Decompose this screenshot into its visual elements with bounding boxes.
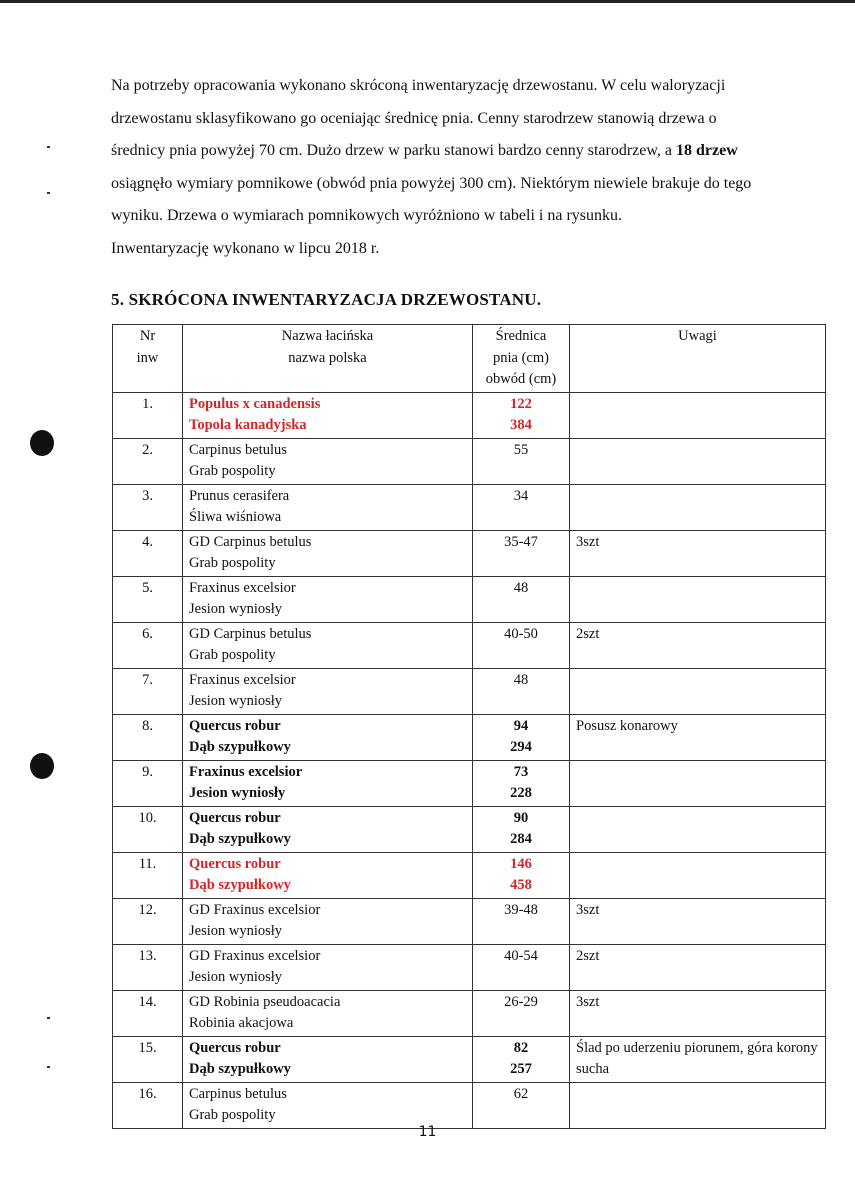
tree-inventory-table	[112, 324, 826, 1129]
latin-name: Quercus robur	[189, 1039, 281, 1056]
punch-hole	[30, 430, 54, 456]
cell-name	[183, 714, 473, 760]
top-rule	[0, 0, 855, 3]
intro-line: drzewostanu sklasyfikowano go oceniając średnicę pnia. Cenny starodrzew stanowią drzewa o	[111, 109, 717, 127]
cell-notes	[570, 392, 826, 438]
latin-name: GD Robinia pseudoacacia	[189, 993, 341, 1010]
polish-name: Grab pospolity	[189, 1107, 276, 1123]
latin-name: Prunus cerasifera	[189, 487, 290, 504]
header-notes: Uwagi	[570, 325, 826, 393]
cell-nr: 11.	[113, 852, 183, 898]
diameter: 35-47	[504, 533, 538, 550]
polish-name: Dąb szypułkowy	[189, 739, 291, 755]
polish-name: Śliwa wiśniowa	[189, 509, 282, 525]
polish-name: Robinia akacjowa	[189, 1015, 294, 1031]
polish-name: Jesion wyniosły	[189, 693, 283, 709]
diameter: 90	[513, 809, 529, 826]
cell-name	[183, 576, 473, 622]
latin-name: Fraxinus excelsior	[189, 579, 296, 596]
cell-nr: 12.	[113, 898, 183, 944]
circumference: 294	[510, 739, 532, 755]
cell-dimensions	[473, 622, 570, 668]
latin-name: Populus x canadensis	[189, 395, 321, 412]
header-nr: Nr inw	[113, 325, 183, 393]
cell-nr: 6.	[113, 622, 183, 668]
cell-notes	[570, 576, 826, 622]
latin-name: Carpinus betulus	[189, 441, 287, 458]
cell-dimensions	[473, 852, 570, 898]
table-row	[113, 944, 826, 990]
polish-name: Jesion wyniosły	[189, 969, 283, 985]
intro-bold-count: 18 drzew	[675, 142, 738, 159]
cell-name	[183, 944, 473, 990]
cell-nr: 8.	[113, 714, 183, 760]
cell-notes	[570, 760, 826, 806]
cell-name	[183, 668, 473, 714]
table-row	[113, 484, 826, 530]
cell-notes: 3szt	[570, 530, 826, 576]
cell-dimensions	[473, 1082, 570, 1128]
intro-line	[111, 135, 811, 168]
cell-nr: 16.	[113, 1082, 183, 1128]
cell-notes	[570, 668, 826, 714]
scan-mark	[47, 146, 50, 148]
table-row	[113, 760, 826, 806]
diameter: 122	[510, 395, 532, 412]
cell-name	[183, 806, 473, 852]
diameter: 94	[513, 717, 529, 734]
cell-notes: Posusz konarowy	[570, 714, 826, 760]
cell-name	[183, 1036, 473, 1082]
cell-name	[183, 622, 473, 668]
cell-notes	[570, 484, 826, 530]
intro-line: osiągnęło wymiary pomnikowe (obwód pnia powyżej 300 cm). Niektórym niewiele brakuje do tego	[111, 174, 752, 192]
polish-name: Grab pospolity	[189, 555, 276, 571]
scan-mark	[47, 1017, 50, 1019]
circumference: 228	[510, 785, 532, 801]
table-row	[113, 622, 826, 668]
latin-name: Quercus robur	[189, 809, 281, 826]
diameter: 40-54	[504, 947, 538, 964]
cell-name	[183, 484, 473, 530]
table-row	[113, 898, 826, 944]
table-row	[113, 530, 826, 576]
table-row	[113, 714, 826, 760]
polish-name: Grab pospolity	[189, 647, 276, 663]
cell-nr: 7.	[113, 668, 183, 714]
cell-name	[183, 392, 473, 438]
table-row	[113, 392, 826, 438]
scan-mark	[47, 192, 50, 194]
diameter: 48	[513, 579, 529, 596]
intro-line: Na potrzeby opracowania wykonano skróconą inwentaryzację drzewostanu. W celu waloryzacji	[111, 77, 726, 94]
table-header-row	[113, 325, 826, 393]
cell-dimensions	[473, 668, 570, 714]
cell-notes	[570, 806, 826, 852]
cell-name	[183, 530, 473, 576]
header-dimensions: Średnica pnia (cm) obwód (cm)	[473, 325, 570, 393]
cell-name	[183, 852, 473, 898]
cell-notes: 3szt	[570, 898, 826, 944]
diameter: 48	[513, 671, 529, 688]
diameter: 39-48	[504, 901, 538, 918]
latin-name: GD Fraxinus excelsior	[189, 947, 321, 964]
cell-notes	[570, 852, 826, 898]
table-row	[113, 668, 826, 714]
polish-name: Dąb szypułkowy	[189, 831, 291, 847]
table-row	[113, 438, 826, 484]
diameter: 40-50	[504, 625, 538, 642]
circumference: 257	[510, 1061, 532, 1077]
cell-dimensions	[473, 760, 570, 806]
diameter: 26-29	[504, 993, 538, 1010]
polish-name: Jesion wyniosły	[189, 785, 286, 801]
circumference: 384	[510, 417, 532, 433]
header-name: Nazwa łacińska nazwa polska	[183, 325, 473, 393]
cell-dimensions	[473, 1036, 570, 1082]
intro-paragraph	[111, 70, 811, 265]
scan-mark	[47, 1066, 50, 1068]
intro-line: wyniku. Drzewa o wymiarach pomnikowych wyróżniono w tabeli i na rysunku.	[111, 207, 622, 224]
cell-notes: Ślad po uderzeniu piorunem, góra korony sucha	[570, 1036, 826, 1082]
latin-name: GD Fraxinus excelsior	[189, 901, 321, 918]
cell-nr: 2.	[113, 438, 183, 484]
cell-dimensions	[473, 806, 570, 852]
latin-name: Carpinus betulus	[189, 1085, 287, 1102]
table-row	[113, 1036, 826, 1082]
cell-dimensions	[473, 530, 570, 576]
cell-name	[183, 1082, 473, 1128]
cell-name	[183, 898, 473, 944]
circumference: 458	[510, 877, 532, 893]
latin-name: Quercus robur	[189, 717, 281, 734]
cell-nr: 14.	[113, 990, 183, 1036]
latin-name: Quercus robur	[189, 855, 281, 872]
cell-notes: 3szt	[570, 990, 826, 1036]
diameter: 55	[513, 441, 529, 458]
cell-nr: 3.	[113, 484, 183, 530]
cell-dimensions	[473, 438, 570, 484]
diameter: 82	[513, 1039, 529, 1056]
cell-nr: 15.	[113, 1036, 183, 1082]
cell-notes	[570, 1082, 826, 1128]
diameter: 34	[513, 487, 529, 504]
intro-line: Inwentaryzację wykonano w lipcu 2018 r.	[111, 239, 380, 257]
cell-dimensions	[473, 576, 570, 622]
circumference: 284	[510, 831, 532, 847]
cell-name	[183, 438, 473, 484]
cell-notes: 2szt	[570, 622, 826, 668]
table-row	[113, 852, 826, 898]
cell-nr: 4.	[113, 530, 183, 576]
table-row	[113, 990, 826, 1036]
cell-notes: 2szt	[570, 944, 826, 990]
cell-dimensions	[473, 898, 570, 944]
latin-name: GD Carpinus betulus	[189, 533, 312, 550]
section-title: 5. SKRÓCONA INWENTARYZACJA DRZEWOSTANU.	[111, 290, 542, 309]
diameter: 62	[513, 1085, 529, 1102]
cell-dimensions	[473, 392, 570, 438]
cell-nr: 1.	[113, 392, 183, 438]
cell-dimensions	[473, 484, 570, 530]
cell-dimensions	[473, 714, 570, 760]
polish-name: Dąb szypułkowy	[189, 877, 291, 893]
page-number: 11	[418, 1124, 437, 1140]
punch-hole	[30, 753, 54, 779]
cell-name	[183, 760, 473, 806]
polish-name: Jesion wyniosły	[189, 923, 283, 939]
latin-name: GD Carpinus betulus	[189, 625, 312, 642]
polish-name: Dąb szypułkowy	[189, 1061, 291, 1077]
cell-nr: 10.	[113, 806, 183, 852]
diameter: 146	[510, 855, 532, 872]
cell-notes	[570, 438, 826, 484]
cell-dimensions	[473, 990, 570, 1036]
cell-name	[183, 990, 473, 1036]
intro-line-text: średnicy pnia powyżej 70 cm. Dużo drzew w parku stanowi bardzo cenny starodrzew, a	[111, 142, 676, 159]
polish-name: Jesion wyniosły	[189, 601, 283, 617]
cell-dimensions	[473, 944, 570, 990]
latin-name: Fraxinus excelsior	[189, 671, 296, 688]
cell-nr: 13.	[113, 944, 183, 990]
latin-name: Fraxinus excelsior	[189, 763, 303, 780]
polish-name: Grab pospolity	[189, 463, 276, 479]
table-row	[113, 1082, 826, 1128]
diameter: 73	[513, 763, 529, 780]
polish-name: Topola kanadyjska	[189, 417, 307, 433]
table-row	[113, 576, 826, 622]
cell-nr: 9.	[113, 760, 183, 806]
cell-nr: 5.	[113, 576, 183, 622]
table-row	[113, 806, 826, 852]
